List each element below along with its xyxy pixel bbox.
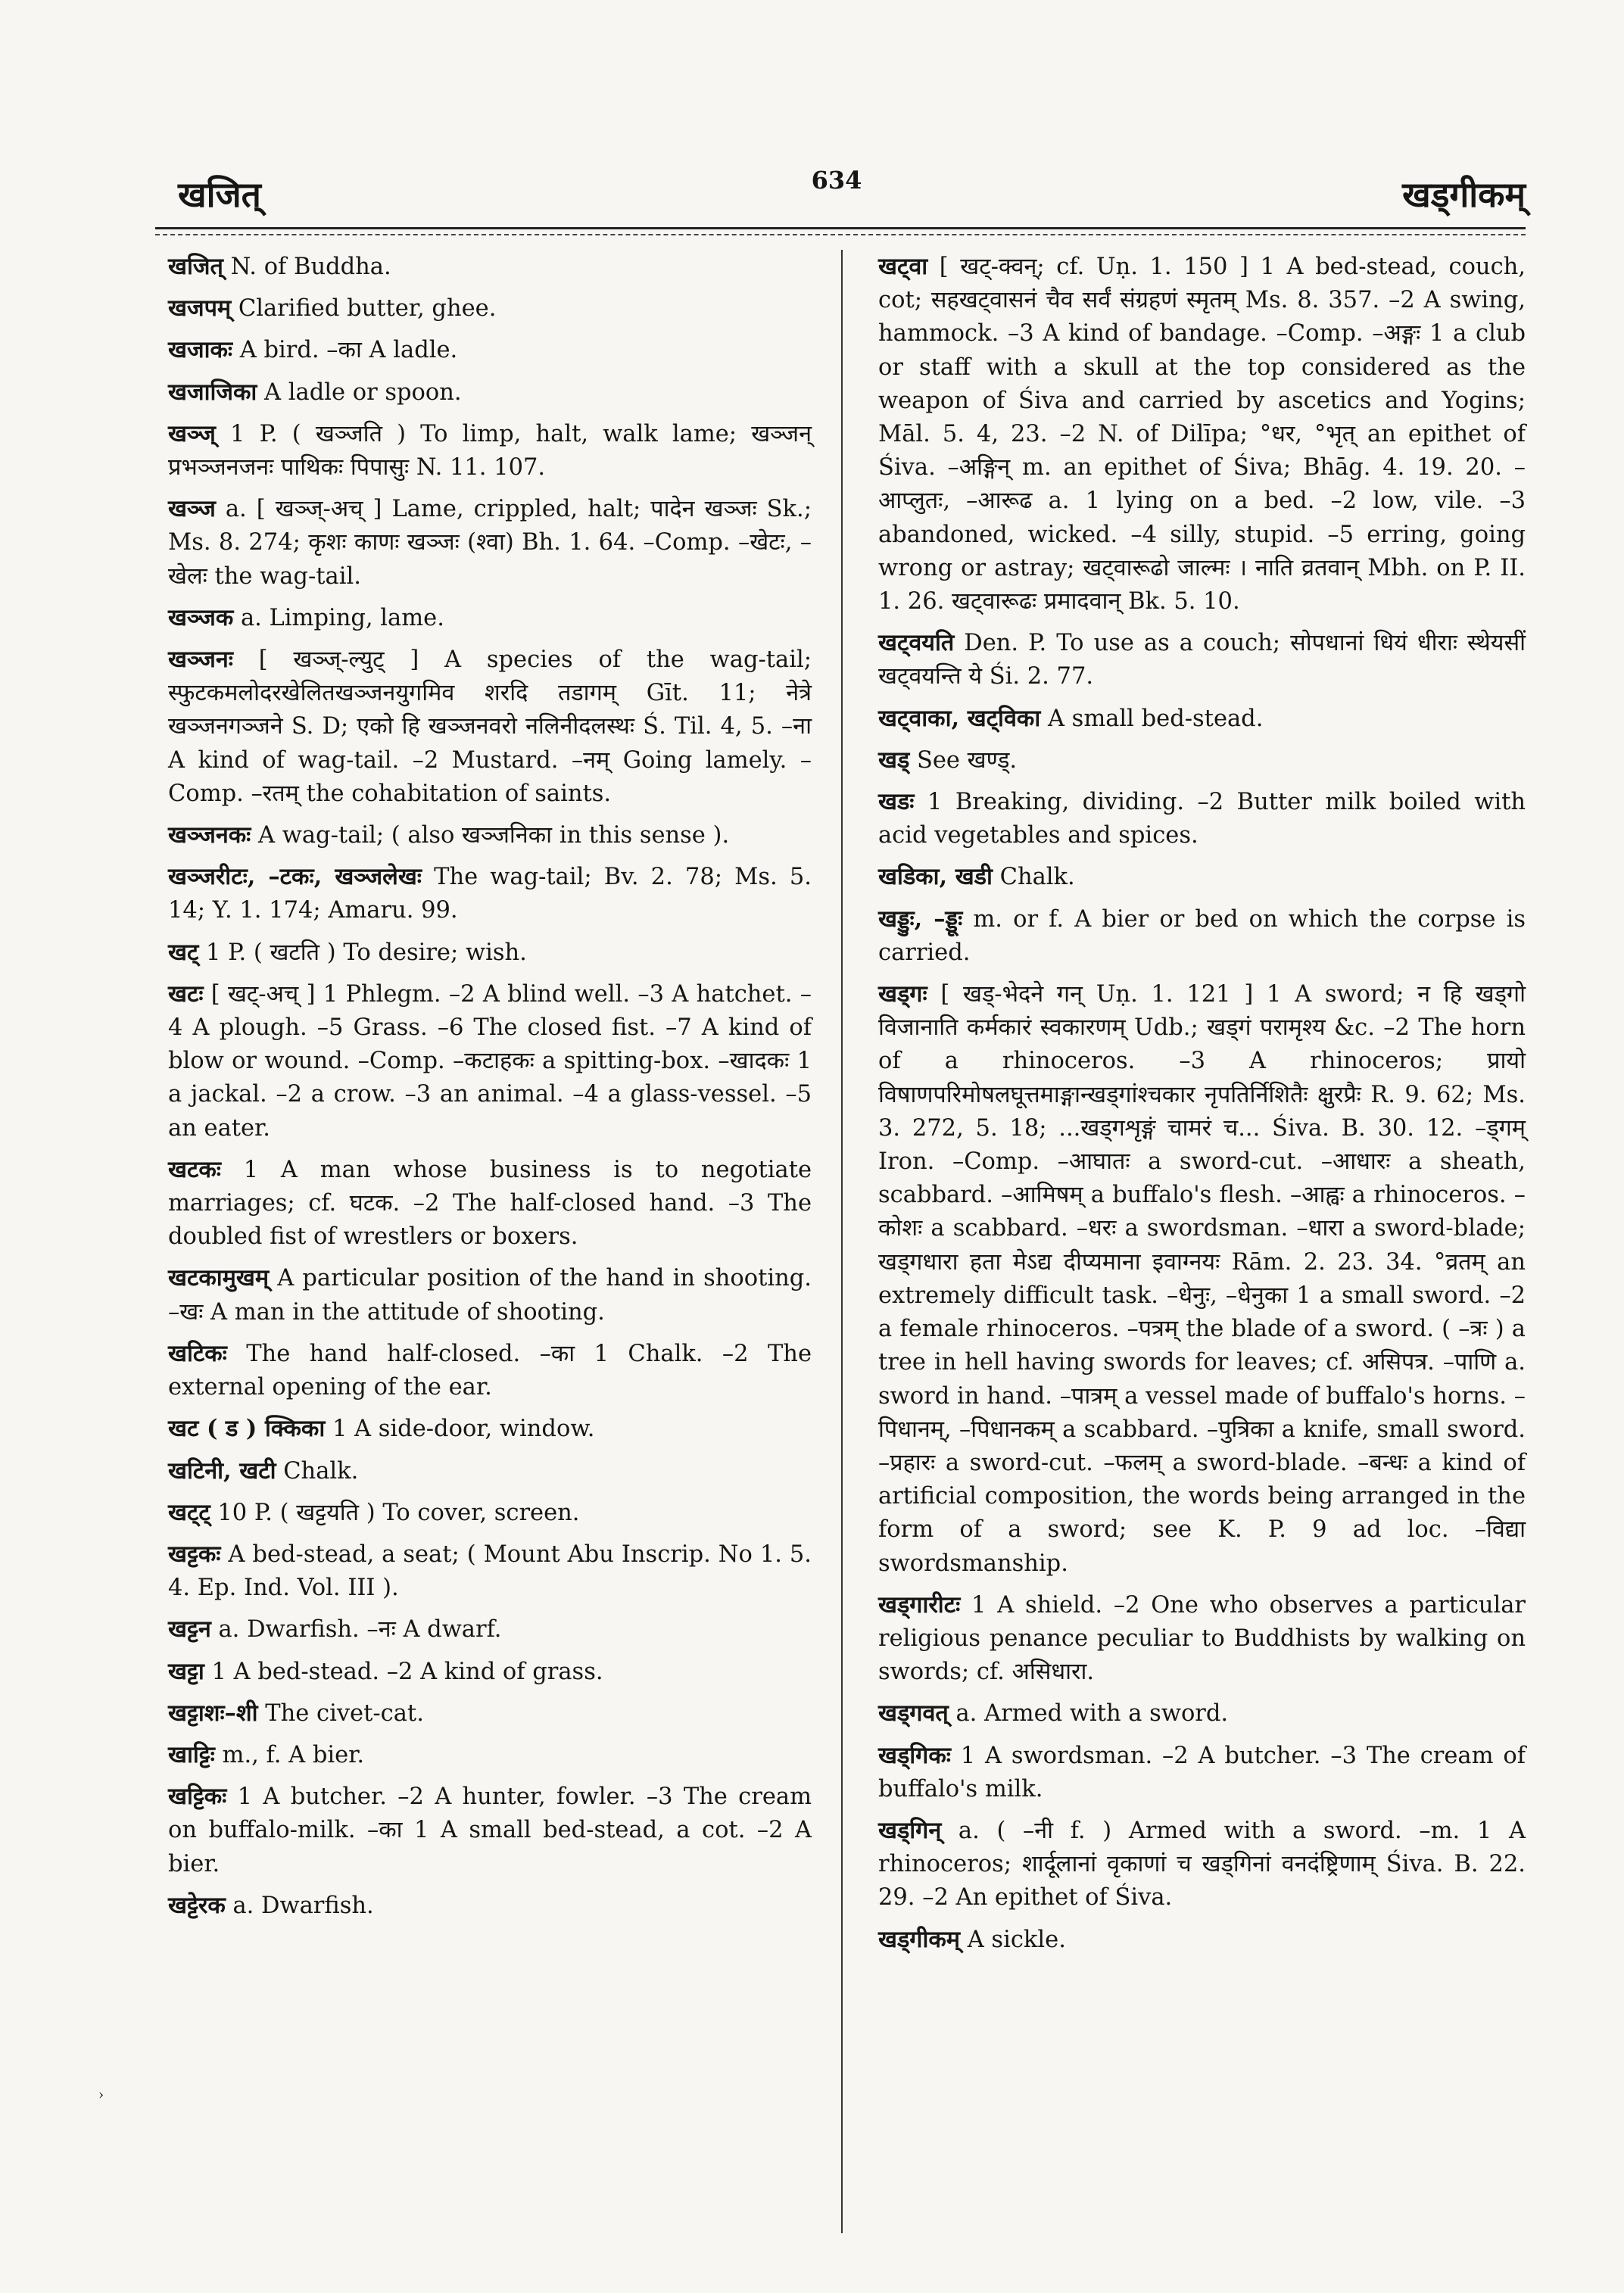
entry-headword: खड् xyxy=(878,746,910,774)
dictionary-entry xyxy=(168,1153,812,1254)
entry-definition: A particular position of the hand in shooting. –खः A man in the attitude of shooting. xyxy=(168,1265,812,1326)
entry-definition: [ खड्-भेदने गन् Uṇ. 1. 121 ] 1 A sword; न हि खड्गो विजानाति कर्मकारं स्वकारणम् Udb.; खड्गं परामृश्य &c. –2 The horn of a rhinoceros. –3 A rhinoceros; प्रायो विषाणपरिमोषलघूत्तमाङ्गान्खड्गांश्चकार नृपतिर्निशितैः क्षुरप्रैः R. 9. 62; Ms. 3. 272, 5. 18; ...खड्गशृङ्गं चामरं च... Śiva. B. 30. 12. –ड्गम् Iron. –Comp. –आघातः a sword-cut. –आधारः a sheath, scabbard. –आमिषम् a buffalo's flesh. –आह्वः a rhinoceros. –कोशः a scabbard. –धरः a swordsman. –धारा a sword-blade; खड्गधारा हता मेऽद्य दीप्यमाना इवाग्नयः Rām. 2. 23. 34. °व्रतम् an extremely difficult task. –धेनुः, –धेनुका 1 a small sword. –2 a female rhinoceros. –पत्रम् the blade of a sword. ( –त्रः ) a tree in hell having swords for leaves; cf. असिपत्र. –पाणि a. sword in hand. –पात्रम् a vessel made of buffalo's horns. –पिधानम्, –पिधानकम् a scabbard. –पुत्रिका a knife, small sword. –प्रहारः a sword-cut. –फलम् a sword-blade. –बन्धः a kind of artificial composition, the words being arranged in the form of a sword; see K. P. 9 ad loc. –विद्या swordsmanship. xyxy=(878,981,1526,1577)
dictionary-entry xyxy=(168,1612,812,1647)
entry-headword: खट्टिकः xyxy=(168,1783,227,1811)
dictionary-entry xyxy=(878,1923,1526,1957)
page-number: 634 xyxy=(811,166,862,195)
entry-definition: 1 A side-door, window. xyxy=(325,1416,595,1443)
dictionary-entry xyxy=(878,1814,1526,1915)
entry-headword: खड्गिकः xyxy=(878,1741,951,1769)
entry-definition: a. Limping, lame. xyxy=(233,604,444,631)
entry-headword: खञ्जनः xyxy=(168,646,233,674)
entry-definition: 1 A bed-stead. –2 A kind of grass. xyxy=(204,1658,603,1685)
right-column xyxy=(878,250,1526,1964)
entry-definition: A bird. –का A ladle. xyxy=(232,337,458,364)
entry-headword: खटः xyxy=(168,980,204,1008)
entry-headword: खटिकः xyxy=(168,1339,227,1367)
entry-headword: खड्गारीटः xyxy=(878,1590,961,1618)
entry-definition: 1 A butcher. –2 A hunter, fowler. –3 The cream on buffalo-milk. –का 1 A small bed-stead, a cot. –2 A bier. xyxy=(168,1784,812,1877)
entry-headword: खट्वयति xyxy=(878,629,955,657)
entry-headword: खट ( ड ) क्किका xyxy=(168,1415,326,1443)
dictionary-entry xyxy=(168,1496,812,1530)
entry-headword: खडः xyxy=(878,788,915,816)
entry-definition: 1 A shield. –2 One who observes a particular religious penance peculiar to Buddhists by walking on swords; cf. असिधारा. xyxy=(878,1591,1526,1686)
entry-headword: खट्वाका, खट्विका xyxy=(878,704,1041,732)
dictionary-entry xyxy=(168,1454,812,1488)
entry-definition: N. of Buddha. xyxy=(223,254,391,280)
dictionary-entry xyxy=(168,375,812,410)
dictionary-entry xyxy=(878,860,1526,894)
entry-headword: खजाकः xyxy=(168,336,233,364)
dictionary-entry xyxy=(168,417,812,484)
entry-headword: खट्ट् xyxy=(168,1498,210,1526)
dictionary-entry xyxy=(878,626,1526,693)
entry-headword: खञ्ज् xyxy=(168,419,216,447)
dictionary-entry xyxy=(168,1537,812,1605)
dictionary-entry xyxy=(168,818,812,852)
dictionary-entry xyxy=(168,1261,812,1329)
entry-headword: खट्टेरक xyxy=(168,1891,226,1919)
entry-definition: See खण्ड्. xyxy=(909,746,1018,774)
dictionary-entry xyxy=(168,250,812,284)
entry-definition: a. Dwarfish. –नः A dwarf. xyxy=(210,1616,502,1643)
entry-headword: खञ्जनकः xyxy=(168,821,251,849)
header-rule-dashed xyxy=(155,234,1526,235)
entry-headword: खजाजिका xyxy=(168,378,257,406)
entry-headword: खडिका, खडी xyxy=(878,863,993,891)
header-left-headword: खजित् xyxy=(178,174,261,215)
dictionary-entry xyxy=(168,977,812,1145)
dictionary-entry xyxy=(878,702,1526,736)
dictionary-entry xyxy=(168,643,812,811)
dictionary-entry xyxy=(168,1780,812,1881)
entry-definition: 10 P. ( खट्टयति ) To cover, screen. xyxy=(210,1499,580,1526)
dictionary-entry xyxy=(168,1696,812,1731)
dictionary-entry xyxy=(168,492,812,594)
dictionary-entry xyxy=(878,1588,1526,1690)
dictionary-entry xyxy=(168,291,812,326)
dictionary-entry xyxy=(168,1337,812,1404)
dictionary-entry xyxy=(168,601,812,635)
entry-definition: A wag-tail; ( also खञ्जनिका in this sense ). xyxy=(251,822,730,849)
entry-headword: खटकः xyxy=(168,1155,221,1183)
entry-definition: Chalk. xyxy=(992,864,1075,891)
entry-definition: [ खञ्ज्-ल्युट् ] A species of the wag-tail; स्फुटकमलोदरखेलितखञ्जनयुगमिव शरदि तडागम् Gīt. 11; नेत्रे खञ्जनगञ्जने S. D; एको हि खञ्जनवरो नलिनीदलस्थः Ś. Til. 4, 5. –ना A kind of wag-tail. –2 Mustard. –नम् Going lamely. –Comp. –रतम् the cohabitation of saints. xyxy=(168,646,812,807)
margin-mark: › xyxy=(98,2087,104,2103)
entry-headword: खट्टन xyxy=(168,1615,211,1643)
entry-definition: Clarified butter, ghee. xyxy=(231,295,497,322)
entry-definition: m., f. A bier. xyxy=(214,1741,365,1768)
entry-definition: a. [ खञ्ज्-अच् ] Lame, crippled, halt; पादेन खञ्जः Sk.; Ms. 8. 274; कृशः काणः खञ्जः (श्वा) Bh. 1. 64. –Comp. –खेटः, –खेलः the wag-tail. xyxy=(168,496,812,590)
entry-headword: खटकामुखम् xyxy=(168,1264,270,1292)
entry-headword: खाट्टिः xyxy=(168,1740,215,1768)
entry-definition: The civet-cat. xyxy=(257,1699,424,1727)
entry-definition: 1 P. ( खटति ) To desire; wish. xyxy=(198,939,527,966)
dictionary-entry xyxy=(878,902,1526,970)
page-header xyxy=(148,148,1526,216)
entry-definition: A sickle. xyxy=(960,1926,1066,1953)
dictionary-entry xyxy=(168,1655,812,1689)
entry-definition: A bed-stead, a seat; ( Mount Abu Inscrip. No 1. 5. 4. Ep. Ind. Vol. III ). xyxy=(168,1541,812,1602)
entry-definition: a. ( –नी f. ) Armed with a sword. –m. 1 A rhinoceros; शार्दूलानां वृकाणां च खड्गिनां वनदंष्ट्रिणाम् Śiva. B. 22. 29. –2 An epithet of Śiva. xyxy=(878,1817,1526,1911)
dictionary-entry xyxy=(878,743,1526,777)
header-right-headword: खड्गीकम् xyxy=(1402,174,1526,215)
entry-headword: खट्टा xyxy=(168,1657,204,1685)
entry-definition: [ खट्-क्वन्; cf. Uṇ. 1. 150 ] 1 A bed-stead, couch, cot; सहखट्वासनं चैव सर्वं संग्रहणं स्मृतम् Ms. 8. 357. –2 A swing, hammock. –3 A kind of bandage. –Comp. –अङ्गः 1 a club or staff with a skull at the top considered as the weapon of Śiva and carried by ascetics and Yogins; Māl. 5. 4, 23. –2 N. of Dilīpa; °धर, °भृत् an epithet of Śiva. –अङ्गिन् m. an epithet of Śiva; Bhāg. 4. 19. 20. –आप्लुतः, –आरूढ a. 1 lying on a bed. –2 low, vile. –3 abandoned, wicked. –4 silly, stupid. –5 erring, going wrong or astray; खट्वारूढो जाल्मः । नाति व्रतवान् Mbh. on P. II. 1. 26. खट्वारूढः प्रमादवान् Bk. 5. 10. xyxy=(878,254,1526,615)
entry-definition: a. Armed with a sword. xyxy=(948,1700,1229,1728)
entry-headword: खट्टकः xyxy=(168,1540,221,1568)
entry-definition: A small bed-stead. xyxy=(1040,705,1264,732)
entry-definition: 1 P. ( खञ्जति ) To limp, halt, walk lame; खञ्जन् प्रभञ्जनजनः पाथिकः पिपासुः N. 11. 107. xyxy=(168,420,812,481)
entry-headword: खञ्ज xyxy=(168,495,216,523)
dictionary-entry xyxy=(168,860,812,927)
column-separator xyxy=(841,250,843,2233)
header-rule xyxy=(155,227,1526,229)
dictionary-entry xyxy=(878,1696,1526,1731)
entry-definition: 1 A man whose business is to negotiate marriages; cf. घटक. –2 The half-closed hand. –3 The doubled fist of wrestlers or boxers. xyxy=(168,1156,812,1251)
entry-definition: m. or f. A bier or bed on which the corpse is carried. xyxy=(878,905,1526,966)
entry-definition: A ladle or spoon. xyxy=(257,379,462,406)
entry-headword: खजित् xyxy=(168,253,223,280)
entry-headword: खड्गवत् xyxy=(878,1699,949,1728)
dictionary-entry xyxy=(168,1412,812,1446)
dictionary-entry xyxy=(878,785,1526,852)
entry-headword: खट्टाशः–शी xyxy=(168,1699,258,1727)
left-column xyxy=(168,250,812,1930)
entry-headword: खञ्जक xyxy=(168,603,234,631)
entry-definition: Den. P. To use as a couch; सोपधानां धियं धीराः स्थेयसीं खट्वयन्ति ये Śi. 2. 77. xyxy=(878,630,1526,690)
entry-headword: खड्गः xyxy=(878,980,927,1008)
entry-definition: [ खट्-अच् ] 1 Phlegm. –2 A blind well. –3 A hatchet. –4 A plough. –5 Grass. –6 The closed fist. –7 A kind of blow or wound. –Comp. –कटाहकः a spitting-box. –खादकः 1 a jackal. –2 a crow. –3 an animal. –4 a glass-vessel. –5 an eater. xyxy=(168,980,812,1142)
entry-headword: खजपम् xyxy=(168,294,232,322)
entry-headword: खड्गीकम् xyxy=(878,1925,961,1953)
entry-headword: खटिनी, खटी xyxy=(168,1456,276,1485)
entry-headword: खट्वा xyxy=(878,253,928,280)
dictionary-entry xyxy=(168,333,812,367)
dictionary-entry xyxy=(168,1889,812,1923)
entry-headword: खड्गिन् xyxy=(878,1816,942,1844)
entry-definition: a. Dwarfish. xyxy=(225,1892,374,1919)
dictionary-entry xyxy=(168,1738,812,1772)
dictionary-entry xyxy=(168,936,812,970)
dictionary-entry xyxy=(878,250,1526,618)
entry-definition: The hand half-closed. –का 1 Chalk. –2 The external opening of the ear. xyxy=(168,1340,812,1401)
entry-definition: Chalk. xyxy=(276,1457,359,1485)
entry-headword: खड्डुः, –ड्डूः xyxy=(878,905,963,933)
entry-headword: खट् xyxy=(168,938,199,966)
entry-definition: The wag-tail; Bv. 2. 78; Ms. 5. 14; Y. 1. 174; Amaru. 99. xyxy=(168,864,812,924)
entry-headword: खञ्जरीटः, –टकः, खञ्जलेखः xyxy=(168,863,422,891)
dictionary-entry xyxy=(878,1739,1526,1806)
entry-definition: 1 A swordsman. –2 A butcher. –3 The cream of buffalo's milk. xyxy=(878,1742,1526,1802)
entry-definition: 1 Breaking, dividing. –2 Butter milk boiled with acid vegetables and spices. xyxy=(878,789,1526,849)
dictionary-entry xyxy=(878,977,1526,1581)
